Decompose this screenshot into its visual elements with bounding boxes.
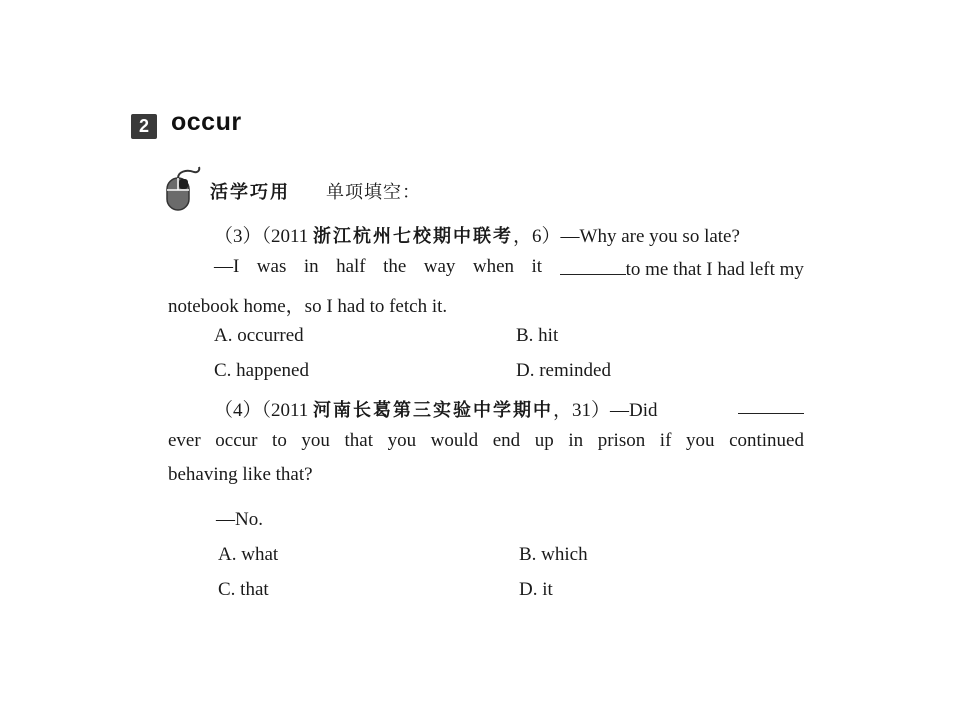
mouse-icon [164,166,204,212]
q4-option-b: B. which [519,544,588,565]
q3-word: —I [214,256,240,277]
vocabulary-word-title: occur [171,108,242,136]
q3-option-b: B. hit [516,325,559,346]
q4-option-c: C. that [218,579,269,600]
q3-option-c: C. happened [214,360,309,381]
q3-word: the [383,256,407,277]
q3-after-blank: to me that I had left my [625,259,804,280]
q3-line-3: notebook home，so I had to fetch it. [168,296,448,317]
answer-blank [560,256,626,275]
q3-word: way [423,256,456,277]
q4-question: ，31）—Did [553,400,658,421]
q3-word: it [531,256,543,277]
q3-prefix: （3）（2011 [214,226,314,247]
q3-word: was [256,256,287,277]
q3-line-1 [214,221,804,248]
q3-word: when [472,256,515,277]
q4-line-1 [214,395,804,422]
q4-line-3: behaving like that? [168,464,313,485]
q3-option-d: D. reminded [516,360,611,381]
section-sublabel: 单项填空： [326,182,421,203]
section-number-badge: 2 [131,114,157,139]
q3-line-2 [214,256,804,281]
section-label: 活学巧用 [210,182,290,203]
q4-prefix: （4）（2011 [214,400,314,421]
q4-source: 河南长葛第三实验中学期中 [313,400,554,421]
q4-line-2: ever occur to you that you would end up in prison if you continued [168,430,804,451]
q3-word: half [336,256,366,277]
q3-word: in [303,256,319,277]
q3-source: 浙江杭州七校期中联考 [313,226,514,247]
q4-option-a: A. what [218,544,279,565]
q3-question: ，6）—Why are you so late? [513,226,740,247]
q4-reply: —No. [216,509,263,530]
q4-option-d: D. it [519,579,553,600]
q3-option-a: A. occurred [214,325,304,346]
answer-blank [738,395,804,414]
